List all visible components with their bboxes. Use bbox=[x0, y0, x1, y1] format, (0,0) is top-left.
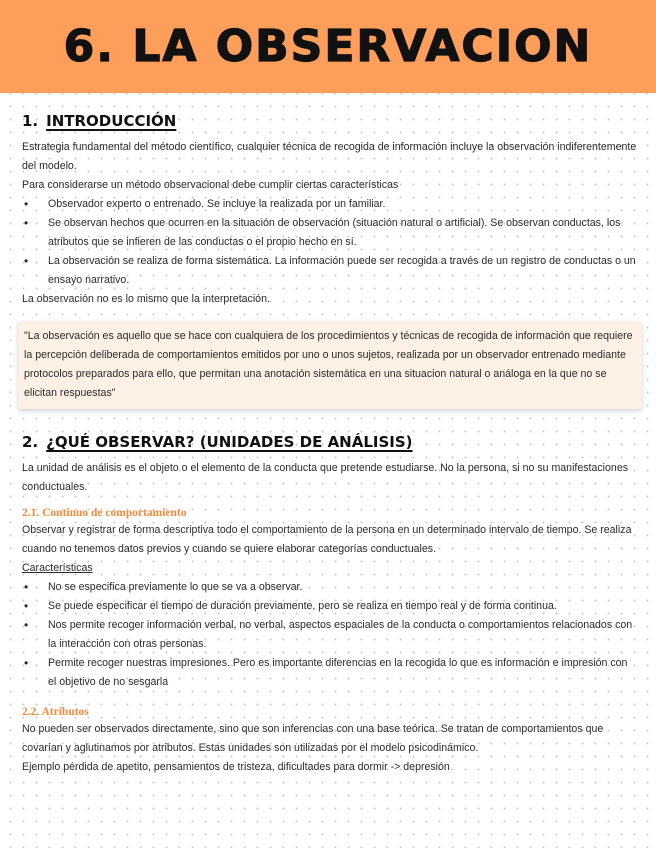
quote-text: "La observación es aquello que se hace con cualquiera de los procedimientos y técnicas de recogida de información que requiere la percepción deliberada de comportamientos emitidos por uno o unos sujetos, realizada por un observador entrenado mediante protocolos preparados para ello, que permitan una anotación sistemática en una situacion natural o análoga en la que no se elicitan respuestas" bbox=[24, 330, 633, 399]
title-banner bbox=[0, 0, 656, 93]
list-item: • No se especifica previamente lo que se va a observar. bbox=[48, 578, 638, 597]
list-item: • Nos permite recoger información verbal, no verbal, aspectos espaciales de la conducta o comportamientos relacionados con la interacción con otras personas. bbox=[48, 616, 638, 654]
bullet-list bbox=[22, 195, 638, 290]
section-heading-introduccion bbox=[22, 112, 638, 130]
list-item: • Se puede especificar el tiempo de duración previamente, pero se realiza en tiempo real y de forma continua. bbox=[48, 597, 638, 616]
paragraph: La unidad de análisis es el objeto o el elemento de la conducta que pretende estudiarse. No la persona, si no su manifestaciones conductuales. bbox=[22, 462, 629, 493]
page-title: 6. LA OBSERVACION bbox=[63, 21, 593, 72]
section-title: INTRODUCCIÓN bbox=[46, 112, 177, 130]
subsection-heading: 2.2. Atributos bbox=[22, 706, 89, 718]
list-item: • La observación se realiza de forma sistemática. La información puede ser recogida a través de un registro de conductas o un ensayo narrativo. bbox=[48, 252, 638, 290]
paragraph: Ejemplo pérdida de apetito, pensamientos de tristeza, dificultades para dormir -> depresión bbox=[22, 761, 450, 773]
subsection-heading: 2.1. Continuo de comportamiento bbox=[22, 507, 187, 519]
paragraph: Para considerarse un método observacional debe cumplir ciertas características bbox=[22, 179, 399, 191]
paragraph: La observación no es lo mismo que la interpretación. bbox=[22, 293, 270, 305]
document-body bbox=[22, 112, 638, 777]
section-heading-que-observar bbox=[22, 433, 638, 451]
section-number: 2. bbox=[22, 433, 39, 451]
bullet-list bbox=[22, 578, 638, 692]
section-title: ¿QUÉ OBSERVAR? (UNIDADES DE ANÁLISIS) bbox=[46, 433, 413, 451]
list-item: • Observador experto o entrenado. Se incluye la realizada por un familiar. bbox=[48, 195, 638, 214]
list-item: • Se observan hechos que ocurren en la situación de observación (situación natural o artificial). Se observan conductas, los atributos que se infieren de las conductas o el propio hecho en sí. bbox=[48, 214, 638, 252]
paragraph: Estrategia fundamental del método científico, cualquier técnica de recogida de información incluye la observación indiferentemente del modelo. bbox=[22, 141, 637, 172]
list-item: • Permite recoger nuestras impresiones. Pero es importante diferencias en la recogida lo que es información e impresión con el objetivo de no sesgarla bbox=[48, 654, 638, 692]
paragraph: Observar y registrar de forma descriptiva todo el comportamiento de la persona en un determinado intervalo de tiempo. Se realiza cuando no tenemos datos previos y cuando se quiere elaborar categorías conductuales. bbox=[22, 524, 632, 555]
definition-quote-box bbox=[18, 321, 642, 409]
section-number: 1. bbox=[22, 112, 39, 130]
characteristics-label: Características bbox=[22, 562, 93, 574]
paragraph: No pueden ser observados directamente, sino que son inferencias con una base teórica. Se tratan de comportamientos que covarían y aglutinamos por atributos. Estas unidades son utilizadas por el modelo psicodinámico. bbox=[22, 723, 604, 754]
